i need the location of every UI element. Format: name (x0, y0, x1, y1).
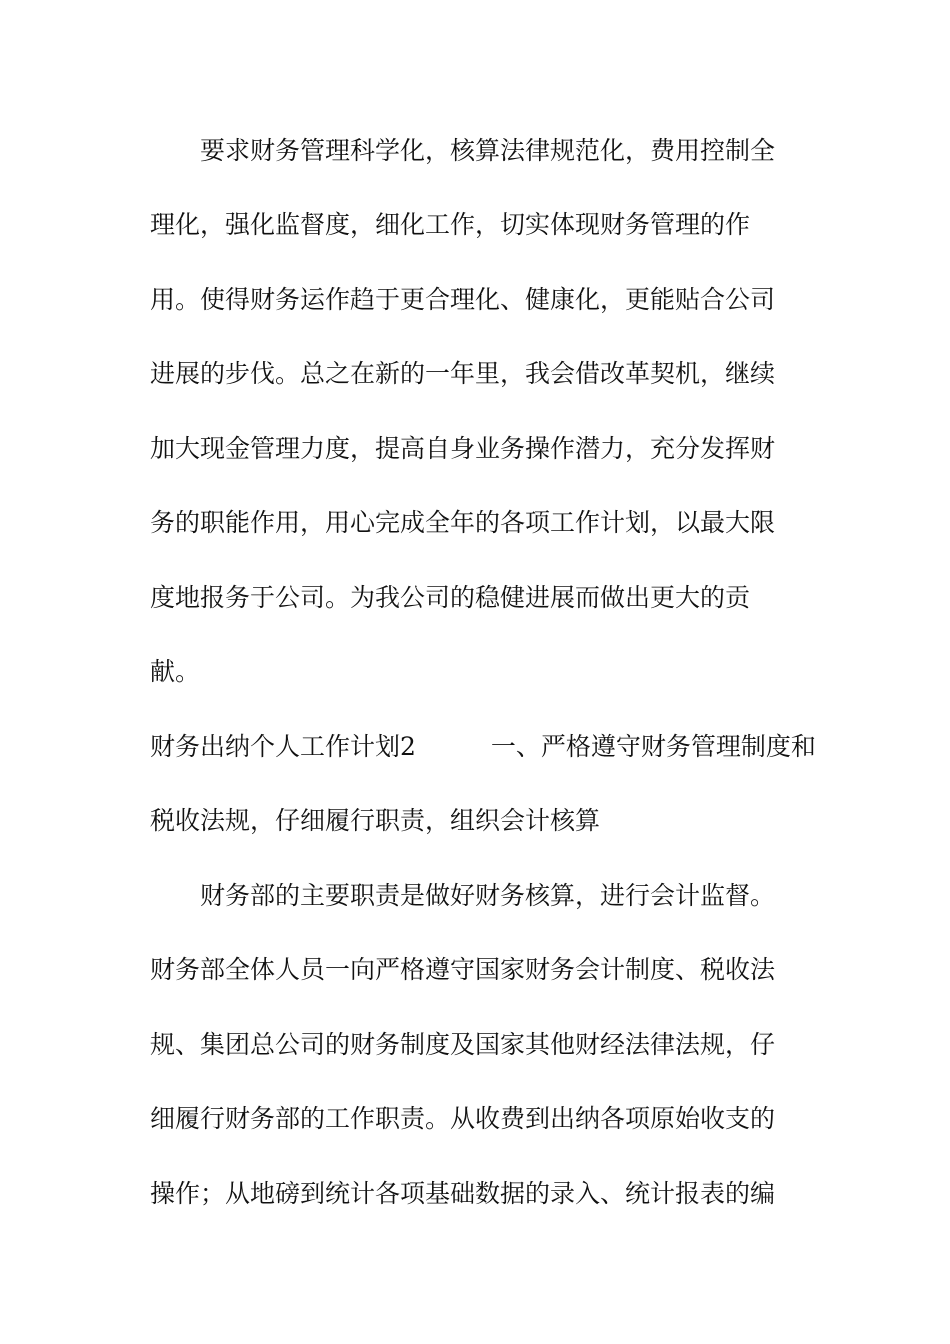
text-line: 细履行财务部的工作职责。从收费到出纳各项原始收支的 (150, 1104, 776, 1133)
text-line: 规、集团总公司的财务制度及国家其他财经法律法规，仔 (150, 1030, 776, 1059)
text-line: 用。使得财务运作趋于更合理化、健康化，更能贴合公司 (150, 285, 776, 314)
section-heading-line: 财务出纳个人工作计划2 一、严格遵守财务管理制度和 (150, 732, 816, 761)
text-line: 加大现金管理力度，提高自身业务操作潜力，充分发挥财 (150, 434, 776, 463)
text-line: 财务部全体人员一向严格遵守国家财务会计制度、税收法 (150, 955, 776, 984)
section-heading-line: 税收法规，仔细履行职责，组织会计核算 (150, 806, 601, 835)
text-line: 理化，强化监督度，细化工作，切实体现财务管理的作 (150, 210, 751, 239)
text-line: 财务部的主要职责是做好财务核算，进行会计监督。 (200, 881, 776, 910)
text-line: 务的职能作用，用心完成全年的各项工作计划，以最大限 (150, 508, 776, 537)
text-line: 献。 (150, 657, 201, 686)
text-line: 度地报务于公司。为我公司的稳健进展而做出更大的贡 (150, 583, 751, 612)
text-line: 要求财务管理科学化，核算法律规范化，费用控制全 (200, 136, 776, 165)
text-line: 操作；从地磅到统计各项基础数据的录入、统计报表的编 (150, 1179, 776, 1208)
text-line: 进展的步伐。总之在新的一年里，我会借改革契机，继续 (150, 359, 776, 388)
